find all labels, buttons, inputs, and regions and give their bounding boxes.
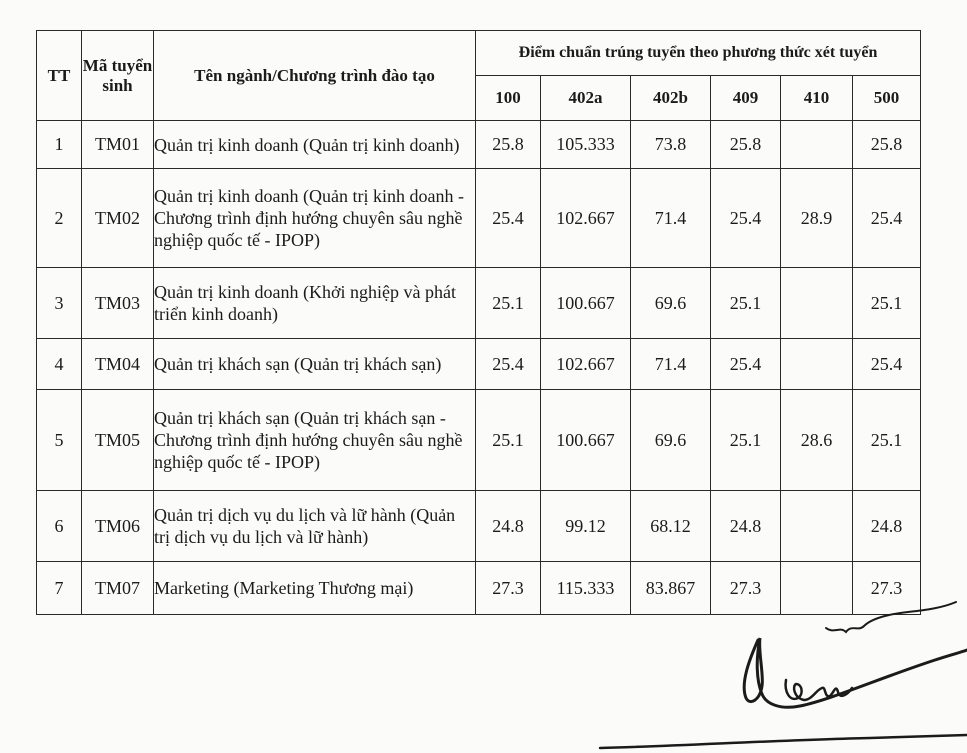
row-tt: 2: [37, 169, 82, 268]
row-code: TM05: [82, 390, 154, 491]
score-402a: 100.667: [541, 268, 631, 339]
score-100: 25.1: [476, 390, 541, 491]
score-402b: 69.6: [631, 390, 711, 491]
score-100: 24.8: [476, 491, 541, 562]
row-program: Quản trị kinh doanh (Quản trị kinh doanh - Chương trình định hướng chuyên sâu nghề nghiệp quốc tế - IPOP): [154, 169, 476, 268]
table-row: [37, 491, 921, 562]
header-tt: TT: [37, 31, 82, 121]
score-409: 27.3: [711, 562, 781, 615]
score-100: 25.1: [476, 268, 541, 339]
row-code: TM06: [82, 491, 154, 562]
score-409: 25.4: [711, 169, 781, 268]
score-402b: 83.867: [631, 562, 711, 615]
header-code: Mã tuyển sinh: [82, 31, 154, 121]
header-program: Tên ngành/Chương trình đào tạo: [154, 31, 476, 121]
row-code: TM02: [82, 169, 154, 268]
row-program: Quản trị khách sạn (Quản trị khách sạn - Chương trình định hướng chuyên sâu nghề nghiệp quốc tế - IPOP): [154, 390, 476, 491]
score-500: 25.4: [853, 169, 921, 268]
row-program: Quản trị kinh doanh (Khởi nghiệp và phát triển kinh doanh): [154, 268, 476, 339]
row-code: TM04: [82, 339, 154, 390]
score-100: 25.4: [476, 339, 541, 390]
score-410: [781, 268, 853, 339]
table-row: [37, 121, 921, 169]
score-409: 24.8: [711, 491, 781, 562]
table-row: [37, 268, 921, 339]
row-code: TM01: [82, 121, 154, 169]
header-method-402b: 402b: [631, 76, 711, 121]
score-500: 24.8: [853, 491, 921, 562]
table-row: [37, 169, 921, 268]
score-410: [781, 339, 853, 390]
score-402a: 115.333: [541, 562, 631, 615]
header-method-500: 500: [853, 76, 921, 121]
score-402b: 71.4: [631, 169, 711, 268]
score-402a: 102.667: [541, 339, 631, 390]
row-program: Quản trị kinh doanh (Quản trị kinh doanh): [154, 121, 476, 169]
row-tt: 1: [37, 121, 82, 169]
score-409: 25.1: [711, 268, 781, 339]
score-100: 27.3: [476, 562, 541, 615]
score-410: [781, 491, 853, 562]
score-402b: 69.6: [631, 268, 711, 339]
row-tt: 3: [37, 268, 82, 339]
score-402b: 71.4: [631, 339, 711, 390]
score-402a: 99.12: [541, 491, 631, 562]
header-method-100: 100: [476, 76, 541, 121]
header-method-410: 410: [781, 76, 853, 121]
row-tt: 5: [37, 390, 82, 491]
row-tt: 6: [37, 491, 82, 562]
row-tt: 7: [37, 562, 82, 615]
score-100: 25.4: [476, 169, 541, 268]
score-402a: 102.667: [541, 169, 631, 268]
score-410: 28.9: [781, 169, 853, 268]
score-409: 25.1: [711, 390, 781, 491]
score-100: 25.8: [476, 121, 541, 169]
handwritten-signature-icon: [590, 588, 967, 753]
score-409: 25.8: [711, 121, 781, 169]
header-score-group: Điểm chuẩn trúng tuyển theo phương thức xét tuyển: [476, 31, 921, 76]
score-402a: 100.667: [541, 390, 631, 491]
table-row: [37, 339, 921, 390]
header-method-409: 409: [711, 76, 781, 121]
row-program: Quản trị khách sạn (Quản trị khách sạn): [154, 339, 476, 390]
header-row-group: [37, 31, 921, 76]
score-500: 25.1: [853, 390, 921, 491]
header-method-402a: 402a: [541, 76, 631, 121]
row-program: Quản trị dịch vụ du lịch và lữ hành (Quản trị dịch vụ du lịch và lữ hành): [154, 491, 476, 562]
table-row: [37, 390, 921, 491]
score-402b: 73.8: [631, 121, 711, 169]
score-402a: 105.333: [541, 121, 631, 169]
score-410: 28.6: [781, 390, 853, 491]
score-500: 25.1: [853, 268, 921, 339]
score-500: 25.8: [853, 121, 921, 169]
score-410: [781, 121, 853, 169]
score-500: 25.4: [853, 339, 921, 390]
row-code: TM07: [82, 562, 154, 615]
score-402b: 68.12: [631, 491, 711, 562]
score-500: 27.3: [853, 562, 921, 615]
score-409: 25.4: [711, 339, 781, 390]
row-code: TM03: [82, 268, 154, 339]
row-tt: 4: [37, 339, 82, 390]
admission-scores-table: [36, 30, 921, 615]
row-program: Marketing (Marketing Thương mại): [154, 562, 476, 615]
